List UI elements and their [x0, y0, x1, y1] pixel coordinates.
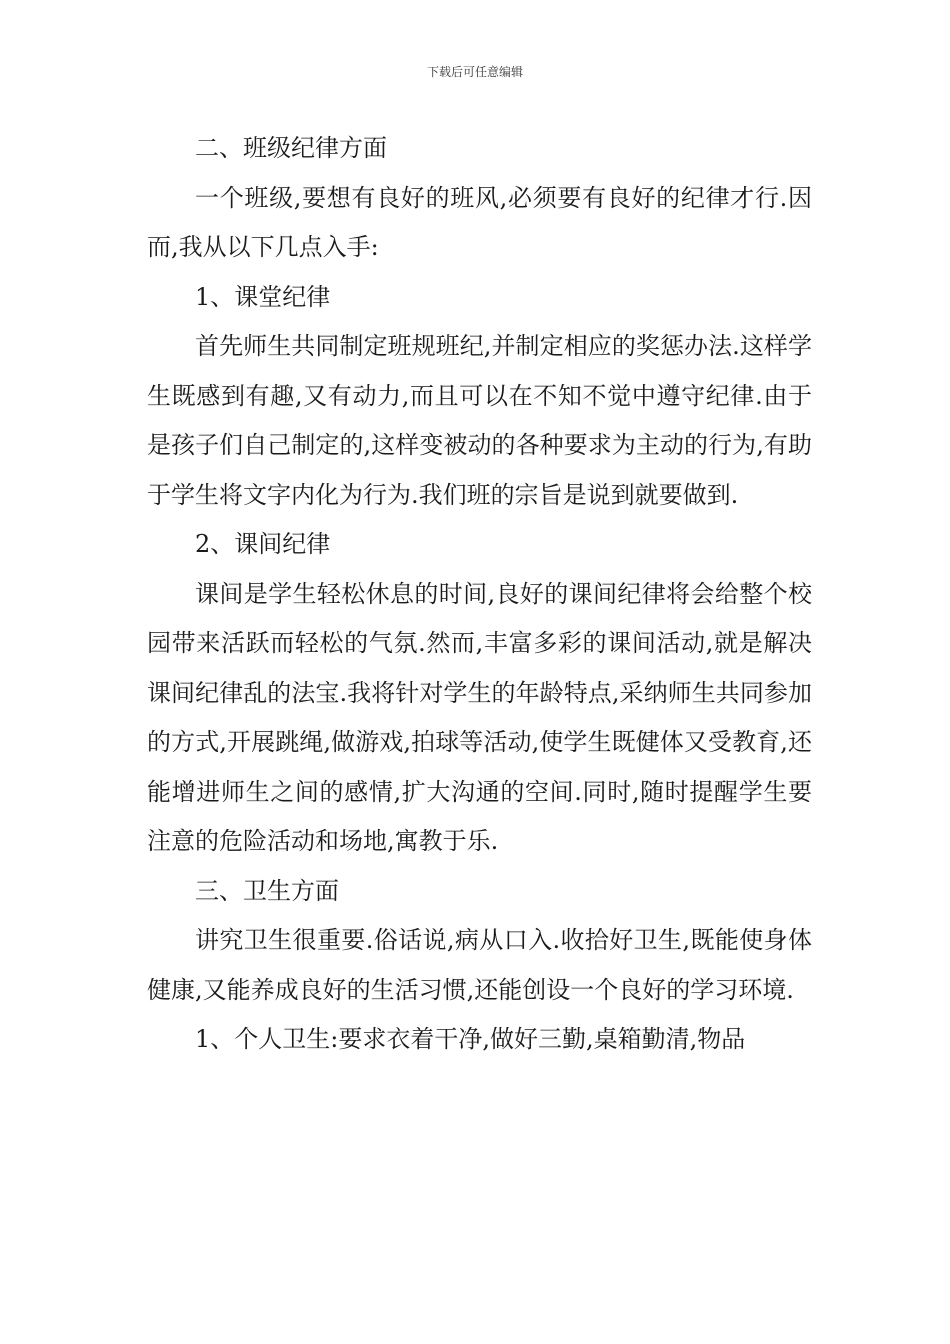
paragraph: 首先师生共同制定班规班纪,并制定相应的奖惩办法.这样学生既感到有趣,又有动力,而且可以在不知不觉中遵守纪律.由于是孩子们自己制定的,这样变被动的各种要求为主动的行为,有助于学生将文字内化为行为.我们班的宗旨是说到就要做到.: [147, 332, 812, 509]
paragraph: 1、个人卫生:要求衣着干净,做好三勤,桌箱勤清,物品: [195, 1025, 746, 1053]
subheading-classroom-discipline: 1、课堂纪律: [195, 282, 331, 311]
subheading-break-discipline: 2、课间纪律: [195, 530, 331, 558]
page-header: 下载后可任意编辑: [426, 65, 523, 79]
paragraph: 一个班级,要想有良好的班风,必须要有良好的纪律才行.因而,我从以下几点入手:: [147, 183, 812, 261]
paragraph: 讲究卫生很重要.俗话说,病从口入.收拾好卫生,既能使身体健康,又能养成良好的生活习惯,还能创设一个良好的学习环境.: [147, 926, 812, 1004]
paragraph: 课间是学生轻松休息的时间,良好的课间纪律将会给整个校园带来活跃而轻松的气氛.然而,丰富多彩的课间活动,就是解决课间纪律乱的法宝.我将针对学生的年龄特点,采纳师生共同参加的方式,开展跳绳,做游戏,拍球等活动,使学生既健体又受教育,还能增进师生之间的感情,扩大沟通的空间.同时,随时提醒学生要注意的危险活动和场地,寓教于乐.: [147, 579, 812, 855]
section-heading-discipline: 二、班级纪律方面: [195, 134, 387, 162]
document-body: [147, 124, 812, 1065]
section-heading-hygiene: 三、卫生方面: [195, 876, 339, 905]
